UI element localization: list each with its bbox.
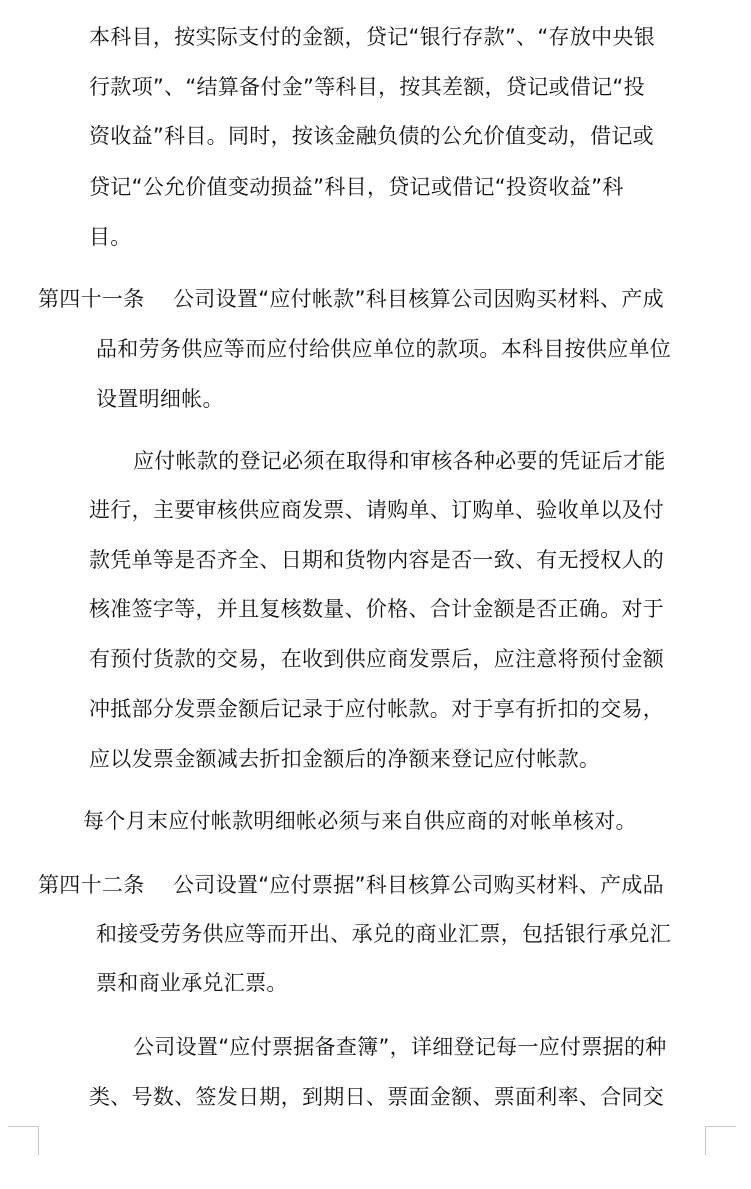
paragraph-line: 资收益”科目。同时，按该金融负债的公允价值变动，借记或	[89, 124, 654, 148]
paragraph-line: 贷记“公允价值变动损益”科目，贷记或借记“投资收益”科	[89, 175, 624, 199]
paragraph-line: 核准签字等，并且复核数量、价格、合计金额是否正确。对于	[89, 597, 665, 621]
article-41-line: 公司设置“应付帐款”科目核算公司因购买材料、产成	[173, 287, 664, 311]
paragraph-line: 目。	[89, 225, 132, 249]
article-41-heading: 第四十一条	[38, 287, 145, 311]
paragraph-line: 应付帐款的登记必须在取得和审核各种必要的凭证后才能	[133, 449, 666, 473]
article-42-line: 公司设置“应付票据”科目核算公司购买材料、产成品	[173, 873, 664, 897]
paragraph-line: 公司设置“应付票据备查簿”，详细登记每一应付票据的种	[133, 1035, 667, 1059]
article-41-line: 品和劳务供应等而应付给供应单位的款项。本科目按供应单位	[96, 337, 672, 361]
paragraph-line: 有预付货款的交易，在收到供应商发票后，应注意将预付金额	[89, 647, 665, 671]
article-41-line: 设置明细帐。	[96, 387, 224, 411]
article-42-heading: 第四十二条	[38, 873, 145, 897]
article-42-line: 票和商业承兑汇票。	[96, 971, 288, 995]
paragraph-line: 款凭单等是否齐全、日期和货物内容是否一致、有无授权人的	[89, 548, 665, 572]
margin-corner-right	[705, 1126, 736, 1155]
paragraph-line: 类、号数、签发日期，到期日、票面金额、票面利率、合同交	[89, 1085, 665, 1109]
paragraph-line: 每个月末应付帐款明细帐必须与来自供应商的对帐单核对。	[83, 809, 637, 833]
paragraph-line: 应以发票金额减去折扣金额后的净额来登记应付帐款。	[89, 747, 601, 771]
paragraph-line: 冲抵部分发票金额后记录于应付帐款。对于享有折扣的交易，	[89, 697, 665, 721]
margin-corner-left	[8, 1126, 39, 1155]
article-42-line: 和接受劳务供应等而开出、承兑的商业汇票，包括银行承兑汇	[96, 922, 672, 946]
paragraph-line: 行款项”、“结算备付金”等科目，按其差额，贷记或借记“投	[89, 75, 645, 99]
paragraph-line: 本科目，按实际支付的金额，贷记“银行存款”、“存放中央银	[89, 25, 656, 49]
paragraph-line: 进行，主要审核供应商发票、请购单、订购单、验收单以及付	[89, 498, 665, 522]
